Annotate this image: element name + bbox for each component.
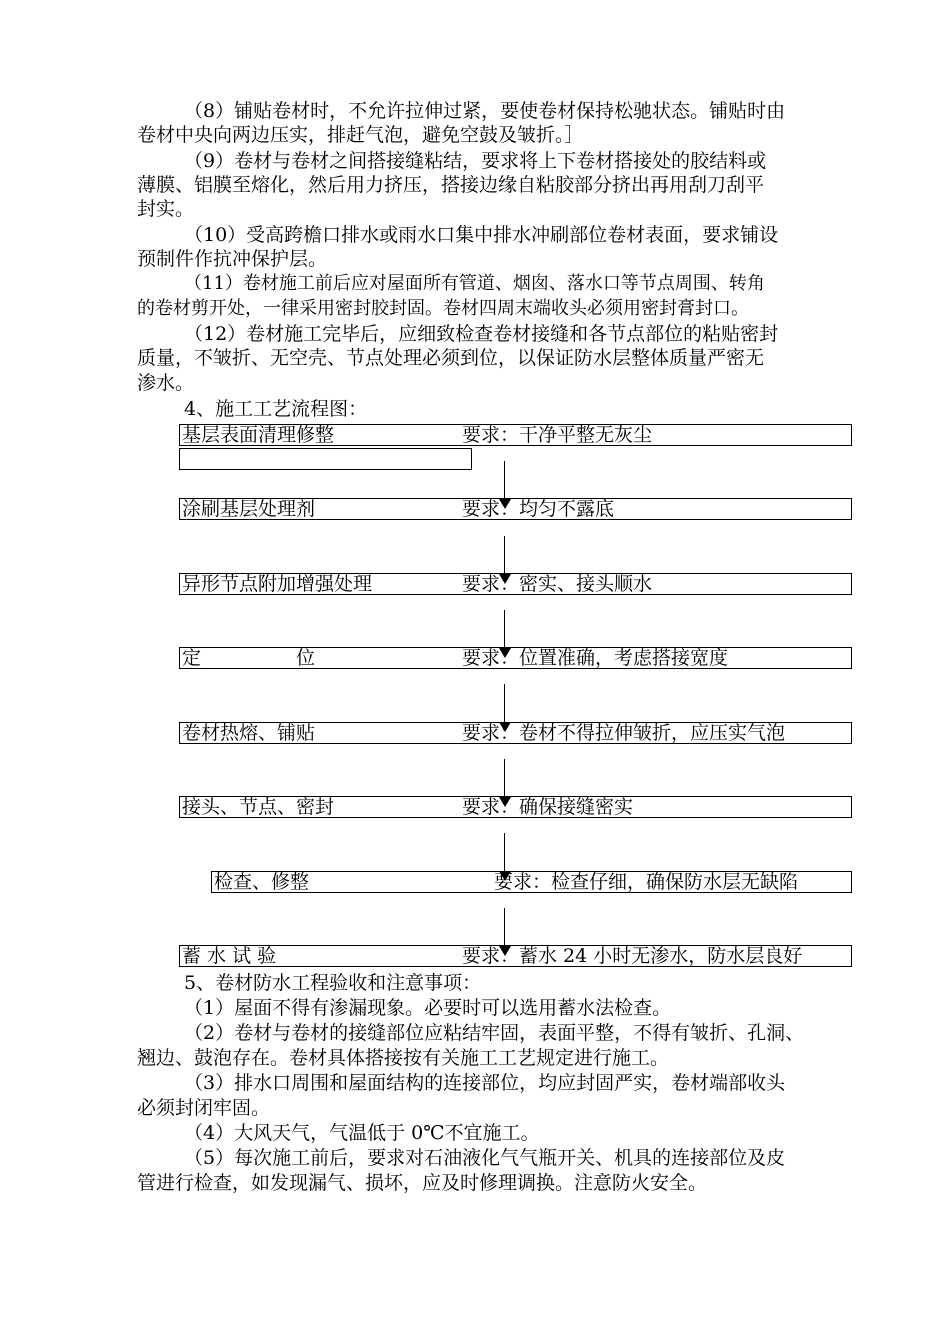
section-5-item-1: （1）屋面不得有渗漏现象。必要时可以选用蓄水法检查。 (184, 997, 672, 1019)
paragraph-8-line-1: （8）铺贴卷材时，不允许拉伸过紧，要使卷材保持松驰状态。铺贴时由 (184, 100, 786, 122)
paragraph-11-line-1: （11）卷材施工前后应对屋面所有管道、烟囱、落水口等节点周围、转角 (184, 273, 765, 294)
paragraph-9-line-2: 薄膜、铝膜至熔化，然后用力挤压，搭接边缘自粘胶部分挤出再用刮刀刮平 (137, 174, 765, 196)
section-5-item-5-line-1: （5）每次施工前后，要求对石油液化气气瓶开关、机具的连接部位及皮 (184, 1147, 786, 1169)
flow-step-requirement-1: 要求：干净平整无灰尘 (462, 424, 653, 446)
section-5-item-2-line-1: （2）卷材与卷材的接缝部位应粘结牢固，表面平整，不得有皱折、孔洞、 (184, 1022, 805, 1044)
paragraph-9-line-1: （9）卷材与卷材之间搭接缝粘结，要求将上下卷材搭接处的胶结料或 (184, 150, 767, 172)
flow-step-name-2: 涂刷基层处理剂 (182, 498, 316, 520)
flow-step-name-7: 检查、修整 (214, 871, 310, 893)
flow-step-name-3: 异形节点附加增强处理 (182, 573, 373, 595)
paragraph-12-line-3: 渗水。 (137, 372, 195, 394)
paragraph-12-line-1: （12）卷材施工完毕后，应细致检查卷材接缝和各节点部位的粘贴密封 (184, 323, 779, 345)
paragraph-8-line-2: 卷材中央向两边压实，排赶气泡，避免空鼓及皱折。］ (137, 124, 584, 146)
paragraph-11-line-2: 的卷材剪开处，一律采用密封胶封固。卷材四周末端收头必须用密封膏封口。 (137, 298, 749, 319)
flow-chart-title: 4、施工工艺流程图： (184, 398, 368, 420)
section-5-item-3-line-2: 必须封闭牢固。 (137, 1097, 271, 1119)
paragraph-12-line-2: 质量，不皱折、无空壳、节点处理必须到位，以保证防水层整体质量严密无 (137, 347, 765, 369)
section-5-item-4: （4）大风天气，气温低于 0℃不宜施工。 (184, 1122, 540, 1144)
flow-step-name-1: 基层表面清理修整 (182, 424, 335, 446)
flow-step-name-5: 卷材热熔、铺贴 (182, 722, 316, 744)
flow-step-name-6: 接头、节点、密封 (182, 796, 335, 818)
flow-blank-box (179, 448, 472, 470)
section-5-title: 5、卷材防水工程验收和注意事项： (184, 972, 482, 994)
paragraph-10-line-2: 预制件作抗冲保护层。 (137, 248, 328, 270)
flow-step-requirement-3: 要求：密实、接头顺水 (462, 573, 653, 595)
flow-step-name-4: 定 位 (182, 647, 316, 669)
flow-step-requirement-8: 要求：蓄水 24 小时无渗水，防水层良好 (462, 945, 803, 967)
section-5-item-2-line-2: 翘边、鼓泡存在。卷材具体搭接按有关施工工艺规定进行施工。 (137, 1047, 670, 1069)
flow-step-name-8: 蓄 水 试 验 (182, 945, 277, 967)
section-5-item-5-line-2: 管进行检查，如发现漏气、损坏，应及时修理调换。注意防火安全。 (137, 1172, 708, 1194)
flow-step-requirement-5: 要求：卷材不得拉伸皱折，应压实气泡 (462, 722, 786, 744)
flow-step-requirement-6: 要求：确保接缝密实 (462, 796, 634, 818)
section-5-item-3-line-1: （3）排水口周围和屋面结构的连接部位，均应封固严实，卷材端部收头 (184, 1072, 786, 1094)
flow-step-requirement-4: 要求：位置准确，考虑搭接宽度 (462, 647, 729, 669)
flow-step-requirement-7: 要求：检查仔细，确保防水层无缺陷 (494, 871, 799, 893)
paragraph-9-line-3: 封实。 (137, 198, 195, 220)
paragraph-10-line-1: （10）受高跨檐口排水或雨水口集中排水冲刷部位卷材表面，要求铺设 (184, 224, 779, 246)
flow-step-requirement-2: 要求：均匀不露底 (462, 498, 615, 520)
